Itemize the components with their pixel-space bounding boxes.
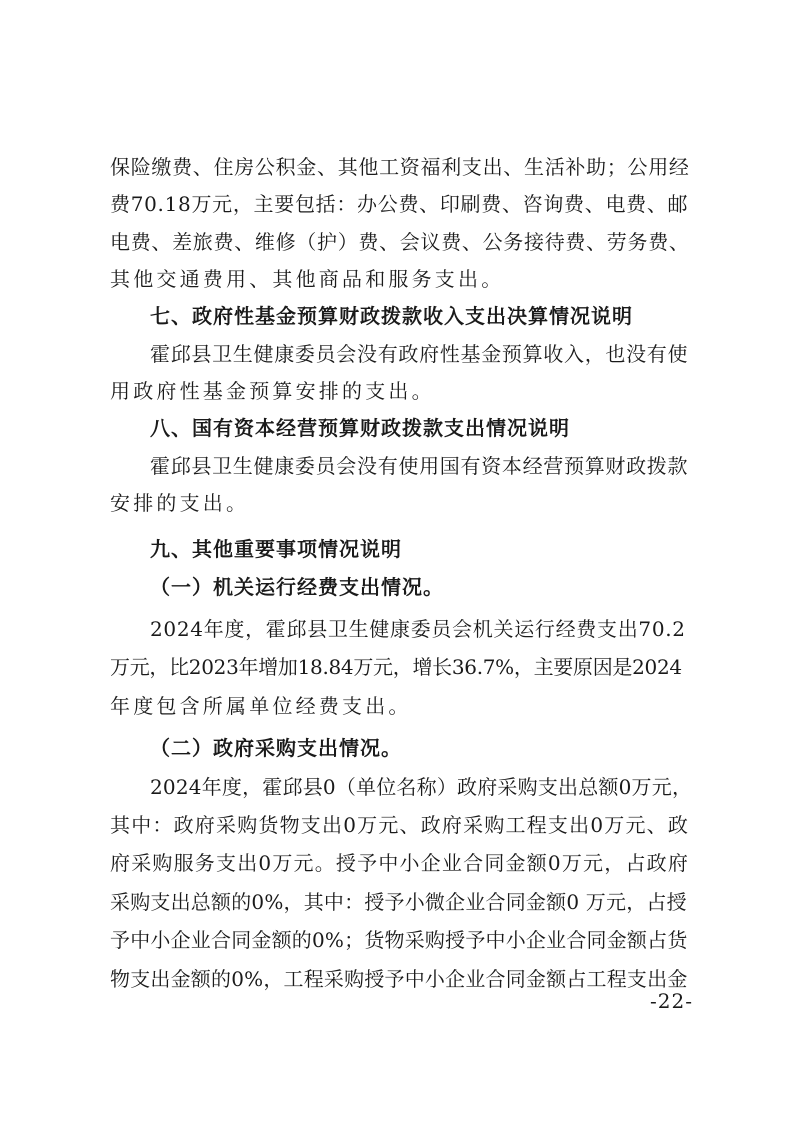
body-text-line: 2024年度，霍邱县0（单位名称）政府采购支出总额0万元， (150, 775, 693, 799)
body-text-line: 万元，比2023年增加18.84万元，增长36.7%，主要原因是2024 (110, 655, 682, 679)
section-heading-7: 七、政府性基金预算财政拨款收入支出决算情况说明 (150, 304, 633, 328)
body-text-line: 年度包含所属单位经费支出。 (110, 694, 412, 718)
page-number: -22- (650, 989, 693, 1013)
section-heading-8: 八、国有资本经营预算财政拨款支出情况说明 (150, 416, 570, 440)
body-text-line: 保险缴费、住房公积金、其他工资福利支出、生活补助；公用经 (110, 155, 690, 179)
body-text-line: 用政府性基金预算安排的支出。 (110, 379, 435, 403)
subsection-heading-1: （一）机关运行经费支出情况。 (150, 575, 444, 599)
body-text-line: 其他交通费用、其他商品和服务支出。 (110, 267, 505, 291)
body-text-line: 2024年度，霍邱县卫生健康委员会机关运行经费支出70.2 (150, 617, 686, 641)
section-heading-9: 九、其他重要事项情况说明 (150, 537, 402, 561)
body-text-line: 费70.18万元，主要包括：办公费、印刷费、咨询费、电费、邮 (110, 192, 689, 216)
body-text-line: 电费、差旅费、维修（护）费、会议费、公务接待费、劳务费、 (110, 230, 690, 254)
body-text-line: 物支出金额的0%，工程采购授予中小企业合同金额占工程支出金 (110, 967, 688, 991)
body-text-line: 霍邱县卫生健康委员会没有使用国有资本经营预算财政拨款 (150, 454, 689, 478)
body-text-line: 霍邱县卫生健康委员会没有政府性基金预算收入，也没有使 (150, 342, 689, 366)
body-text-line: 采购支出总额的0%，其中：授予小微企业合同金额0 万元，占授 (110, 890, 687, 914)
body-text-line: 安排的支出。 (110, 491, 250, 515)
body-text-line: 其中：政府采购货物支出0万元、政府采购工程支出0万元、政 (110, 813, 690, 837)
body-text-line: 予中小企业合同金额的0%；货物采购授予中小企业合同金额占货 (110, 928, 688, 952)
subsection-heading-2: （二）政府采购支出情况。 (150, 736, 402, 760)
body-text-line: 府采购服务支出0万元。授予中小企业合同金额0万元，占政府 (110, 851, 690, 875)
